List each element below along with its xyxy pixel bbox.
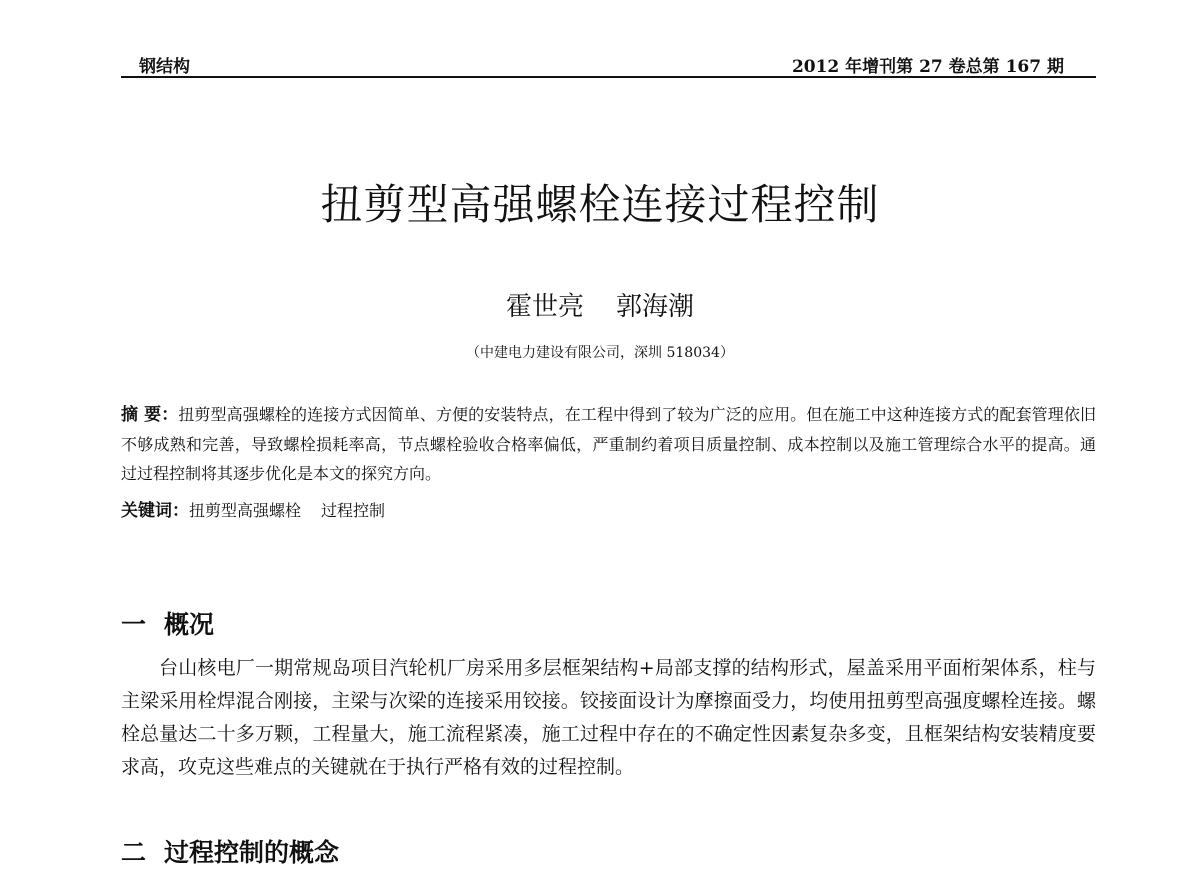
keyword: 过程控制 xyxy=(321,501,386,520)
keyword: 扭剪型高强螺栓 xyxy=(189,501,302,520)
issue-info: 2012 年增刊第 27 卷总第 167 期 xyxy=(791,57,1064,77)
abstract xyxy=(121,400,1096,488)
section-heading xyxy=(121,833,339,869)
section-number: 一 xyxy=(121,610,147,639)
section-title: 过程控制的概念 xyxy=(164,838,340,867)
journal-name: 钢结构 xyxy=(139,57,190,77)
running-header xyxy=(121,48,1096,78)
abstract-label: 摘 要： xyxy=(121,405,179,425)
section-number: 二 xyxy=(121,838,147,867)
keywords xyxy=(121,496,1096,526)
paper-title: 扭剪型高强螺栓连接过程控制 xyxy=(320,180,880,229)
section-heading xyxy=(121,605,214,641)
abstract-text: 扭剪型高强螺栓的连接方式因简单、方便的安装特点，在工程中得到了较为广泛的应用。但在施工中这种连接方式的配套管理依旧不够成熟和完善，导致螺栓损耗率高，节点螺栓验收合格率偏低，严重制约着项目质量控制、成本控制以及施工管理综合水平的提高。通过过程控制将其逐步优化是本文的探究方向。 xyxy=(121,405,1096,483)
author-name: 霍世亮 xyxy=(505,292,584,322)
author-list xyxy=(0,286,1200,323)
affiliation: （中建电力建设有限公司，深圳 518034） xyxy=(466,345,734,361)
keywords-label: 关键词： xyxy=(121,501,189,521)
author-name: 郭海潮 xyxy=(616,292,695,322)
body-paragraph: 台山核电厂一期常规岛项目汽轮机厂房采用多层框架结构+局部支撑的结构形式，屋盖采用平面桁架体系，柱与主梁采用栓焊混合刚接，主梁与次梁的连接采用铰接。铰接面设计为摩擦面受力，均使用扭剪型高强度螺栓连接。螺栓总量达二十多万颗，工程量大，施工流程紧凑，施工过程中存在的不确定性因素复杂多变，且框架结构安装精度要求高，攻克这些难点的关键就在于执行严格有效的过程控制。 xyxy=(121,657,1096,778)
section-title: 概况 xyxy=(164,610,215,639)
